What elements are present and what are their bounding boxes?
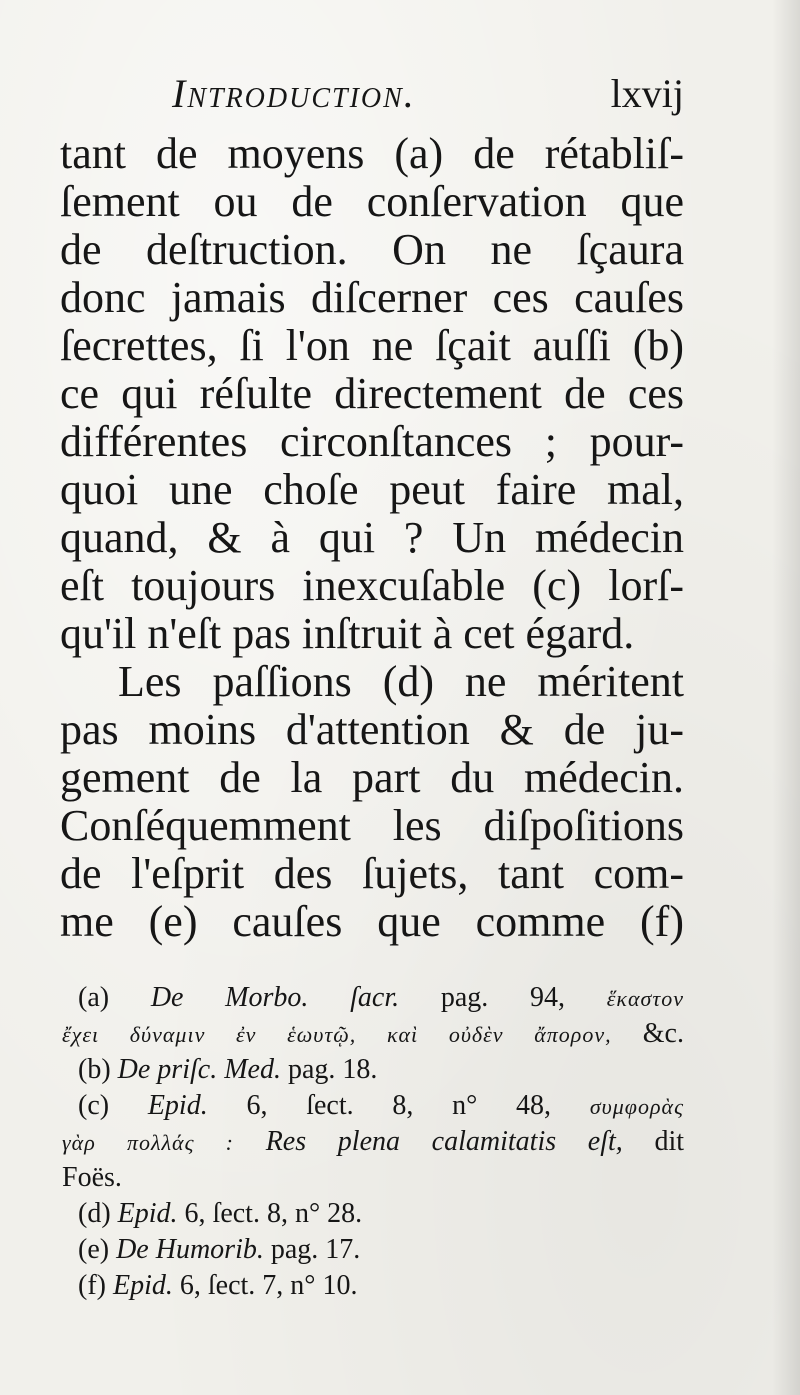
footnote-mark: (c) xyxy=(78,1090,110,1121)
footnote-work: De Morbo. ſacr. xyxy=(150,982,400,1013)
body-line: pas moins d'attention & de ju- xyxy=(60,705,684,754)
body-line: me (e) cauſes que comme (f) xyxy=(60,897,684,946)
footnotes xyxy=(62,980,685,1304)
body-line: ſecrettes, ſi l'on ne ſçait auſſi (b) xyxy=(60,321,684,370)
footnote-d xyxy=(78,1196,684,1232)
footnote-b xyxy=(78,1052,684,1088)
footnote-work: Epid. xyxy=(112,1270,173,1301)
footnote-reference: 6, ſect. 7, n° 10. xyxy=(179,1270,358,1301)
main-text-block xyxy=(60,70,684,946)
footnote-c-continuation xyxy=(62,1124,684,1160)
footnote-mark: (d) xyxy=(78,1198,111,1229)
page-edge-shadow xyxy=(772,0,800,1395)
footnote-f xyxy=(78,1268,684,1304)
footnote-reference: pag. 17. xyxy=(270,1234,361,1265)
footnote-e xyxy=(78,1232,684,1268)
footnote-reference: pag. 94, xyxy=(440,982,566,1013)
body-line: différentes circonſtances ; pour- xyxy=(60,417,684,466)
footnote-work: De priſc. Med. xyxy=(117,1054,281,1085)
footnote-mark: (e) xyxy=(78,1234,110,1265)
body-line: quand, & à qui ? Un médecin xyxy=(60,513,684,562)
footnote-greek: γὰρ πολλάς : xyxy=(62,1130,235,1155)
body-line: ſement ou de conſervation que xyxy=(60,177,684,226)
footnote-work: De Humorib. xyxy=(116,1234,264,1265)
footnote-a xyxy=(78,980,684,1016)
footnote-c-continuation xyxy=(62,1160,684,1196)
running-header xyxy=(60,70,684,130)
running-title: Introduction. xyxy=(172,71,416,116)
footnote-reference: 6, ſect. 8, n° 48, xyxy=(246,1090,552,1121)
body-line: de l'eſprit des ſujets, tant com- xyxy=(60,849,684,898)
footnote-reference: pag. 18. xyxy=(287,1054,378,1085)
body-line: eſt toujours inexcuſable (c) lorſ- xyxy=(60,561,684,610)
body-line: qu'il n'eſt pas inſtruit à cet égard. xyxy=(60,609,635,658)
paragraph-start-line: Les paſſions (d) ne méritent xyxy=(118,657,684,706)
body-line: tant de moyens (a) de rétabliſ- xyxy=(60,129,684,178)
footnote-mark: (a) xyxy=(78,982,110,1013)
body-line: ce qui réſulte directement de ces xyxy=(60,369,684,418)
footnote-work: Epid. xyxy=(117,1198,178,1229)
footnote-tail: &c. xyxy=(642,1018,684,1049)
footnote-greek: ἔχει δύναμιν ἐν ἑωυτῷ, καὶ οὐδὲν ἄπορον, xyxy=(62,1022,612,1047)
footnote-greek: συμφορὰς xyxy=(589,1094,685,1119)
footnote-mark: (b) xyxy=(78,1054,111,1085)
footnote-c xyxy=(78,1088,684,1124)
body-line: gement de la part du médecin. xyxy=(60,753,684,802)
body-line: de deſtruction. On ne ſçaura xyxy=(60,225,684,274)
footnote-a-continuation xyxy=(62,1016,684,1052)
footnote-greek: ἕκαστον xyxy=(606,986,685,1011)
body-line: donc jamais diſcerner ces cauſes xyxy=(60,273,684,322)
footnote-work: Epid. xyxy=(147,1090,208,1121)
footnote-tail: Foës. xyxy=(62,1162,122,1193)
footnote-mark: (f) xyxy=(78,1270,106,1301)
footnote-latin: Res plena calamitatis eſt, xyxy=(265,1126,623,1157)
page-number: lxvij xyxy=(610,71,684,116)
body-line: Conſéquemment les diſpoſitions xyxy=(60,801,684,850)
footnote-reference: 6, ſect. 8, n° 28. xyxy=(184,1198,363,1229)
footnote-tail: dit xyxy=(654,1126,685,1157)
body-line: quoi une choſe peut faire mal, xyxy=(60,465,684,514)
